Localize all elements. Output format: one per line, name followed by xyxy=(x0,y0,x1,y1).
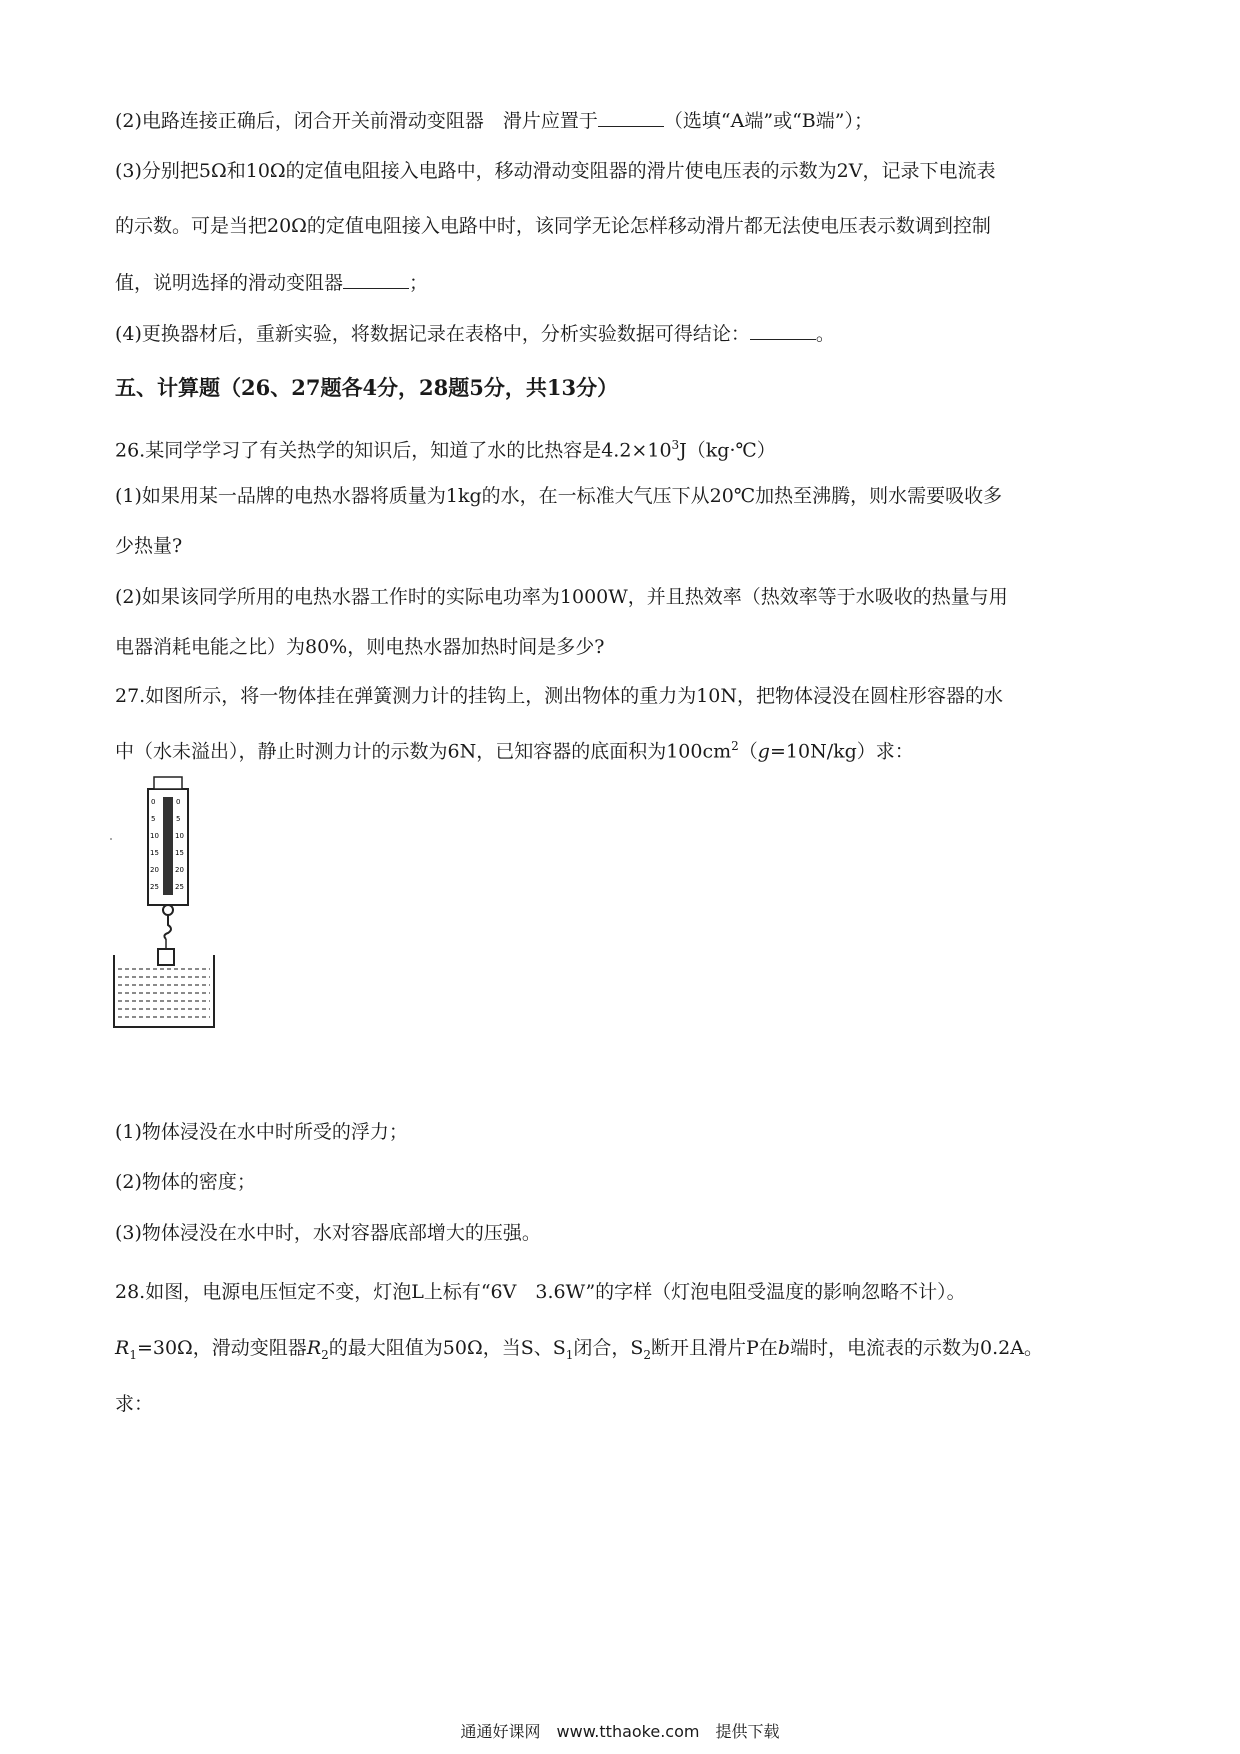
scale-label: 20 xyxy=(175,866,184,874)
water-lines xyxy=(118,969,210,1017)
q28-line2 xyxy=(115,1336,1043,1367)
q27-part2: (2)物体的密度； xyxy=(115,1171,256,1193)
q27-part3: (3)物体浸没在水中时，水对容器底部增大的压强。 xyxy=(115,1222,541,1244)
scale-label: 15 xyxy=(175,849,184,857)
page-footer: 通通好课网 www.tthaoke.com 提供下载 xyxy=(460,1722,780,1741)
answer-blank[interactable] xyxy=(750,321,816,340)
q27-line1: 27.如图所示，将一物体挂在弹簧测力计的挂钩上，测出物体的重力为10N，把物体浸没在圆柱形容器的水 xyxy=(115,685,1004,707)
q27-part1: (1)物体浸没在水中时所受的浮力； xyxy=(115,1121,408,1143)
spring-scale-ring xyxy=(163,905,173,915)
scale-label: 0 xyxy=(176,798,181,806)
spring-scale-top-ring xyxy=(154,777,182,789)
scale-label: 0 xyxy=(151,798,156,806)
answer-blank[interactable] xyxy=(598,108,664,127)
q25-part2-line xyxy=(115,108,873,133)
q25-part2-text-b: （选填“A端”或“B端”）； xyxy=(663,110,873,132)
hanging-object xyxy=(158,949,174,965)
spring-scale-figure xyxy=(108,775,228,1040)
q28-text-e: 端时，电流表的示数为0.2A。 xyxy=(790,1337,1043,1359)
b-symbol: b xyxy=(777,1337,791,1359)
q26-part2-line1: (2)如果该同学所用的电热水器工作时的实际电功率为1000W，并且热效率（热效率等于水吸收的热量与用 xyxy=(115,586,1008,608)
s1-subscript: 1 xyxy=(565,1347,574,1362)
q25-part3-line2: 的示数。可是当把20Ω的定值电阻接入电路中时，该同学无论怎样移动滑片都无法使电压表示数调到控制 xyxy=(115,215,991,237)
q25-part3-line1: (3)分别把5Ω和10Ω的定值电阻接入电路中，移动滑动变阻器的滑片使电压表的示数为2V，记录下电流表 xyxy=(115,160,996,182)
scale-label: 10 xyxy=(175,832,184,840)
q25-part4-text-a: (4)更换器材后，重新实验，将数据记录在表格中，分析实验数据可得结论： xyxy=(115,323,750,345)
answer-blank[interactable] xyxy=(343,270,409,289)
spring-scale-spring xyxy=(163,797,173,895)
q27-exponent: 2 xyxy=(731,739,739,753)
scale-label: 10 xyxy=(150,832,159,840)
q25-part3-text-b: ； xyxy=(409,272,429,294)
q26-part1-line1: (1)如果用某一品牌的电热水器将质量为1kg的水，在一标准大气压下从20℃加热至沸腾，则水需要吸收多 xyxy=(115,485,1003,507)
q26-part1-line2: 少热量? xyxy=(115,535,183,557)
r1-subscript: 1 xyxy=(129,1347,137,1362)
q25-part4-line xyxy=(115,321,835,346)
q25-part3-text-a: 值，说明选择的滑动变阻器 xyxy=(115,272,344,294)
q27-g-symbol: g xyxy=(757,740,770,763)
scale-label: 20 xyxy=(150,866,159,874)
q28-text-d: 断开且滑片P在 xyxy=(651,1337,778,1359)
section-5-heading: 五、计算题（26、27题各4分，28题5分，共13分） xyxy=(115,375,619,400)
scale-label: 5 xyxy=(176,815,181,823)
q25-part4-text-b: 。 xyxy=(815,323,835,345)
r2-subscript: 2 xyxy=(321,1347,329,1362)
q26-stem xyxy=(115,433,776,462)
q26-text-b: J（kg·℃） xyxy=(679,439,776,462)
r2-symbol: R xyxy=(306,1337,322,1359)
q28-line3: 求： xyxy=(115,1393,154,1415)
q26-exponent: 3 xyxy=(671,438,680,452)
q28-text-a: =30Ω，滑动变阻器 xyxy=(136,1337,307,1359)
q26-text-a: 26.某同学学习了有关热学的知识后，知道了水的比热容是4.2×10 xyxy=(115,439,672,462)
r1-symbol: R xyxy=(115,1337,130,1359)
q27-text-a: 中（水未溢出），静止时测力计的示数为6N，已知容器的底面积为100cm xyxy=(115,740,732,763)
spring-scale-hook xyxy=(164,915,171,939)
q28-text-c: 闭合，S xyxy=(573,1337,644,1359)
scale-label: 15 xyxy=(150,849,159,857)
q27-text-b: （ xyxy=(738,740,758,763)
q25-part3-line3 xyxy=(115,270,428,295)
scale-label: 5 xyxy=(151,815,156,823)
s2-subscript: 2 xyxy=(643,1347,652,1362)
q28-line1: 28.如图，电源电压恒定不变，灯泡L上标有“6V 3.6W”的字样（灯泡电阻受温度的影响忽略不计）。 xyxy=(115,1281,966,1303)
q27-line2 xyxy=(115,734,914,763)
q25-part2-text-a: (2)电路连接正确后，闭合开关前滑动变阻器 滑片应置于 xyxy=(115,110,598,132)
q27-text-c: =10N/kg）求： xyxy=(769,740,914,763)
scale-label: 25 xyxy=(175,883,184,891)
q26-part2-line2: 电器消耗电能之比）为80%，则电热水器加热时间是多少? xyxy=(115,636,605,658)
q28-text-b: 的最大阻值为50Ω，当S、S xyxy=(328,1337,566,1359)
scale-label: 25 xyxy=(150,883,159,891)
